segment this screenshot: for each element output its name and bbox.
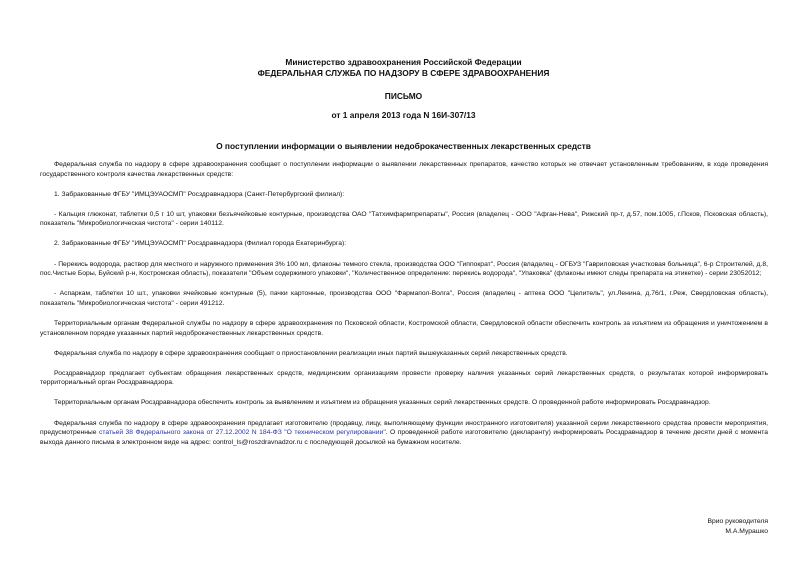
- paragraph-item-calcium: - Кальция глюконат, таблетки 0,5 г 10 шт, упаковки безъячейковые контурные, производства ОАО "Татхимфармпрепараты", Россия (владелец - ООО "Афган-Нева", Рижский пр-т, д.57, пом.1005, г.Псков, Псковская область), показатель "Микробиологическая чистота" - серии 140112.: [40, 210, 768, 228]
- ministry-name: Министерство здравоохранения Российской Федерации: [285, 57, 522, 67]
- paragraph-territorial-control: Территориальным органам Федеральной службы по надзору в сфере здравоохранения по Псковской области, Костромской области, Свердловской области обеспечить контроль за изъятием из обращения и уничтожением в установленном порядке указанных партий недоброкачественных лекарственных средств.: [40, 319, 768, 337]
- paragraph-intro: Федеральная служба по надзору в сфере здравоохранения сообщает о поступлении информации о выявлении лекарственных препаратов, качество которых не отвечает установленным требованиям, в ходе проведения государственного контроля качества лекарственных средств:: [40, 161, 768, 178]
- paragraph-item-asparkam: - Аспаркам, таблетки 10 шт., упаковки ячейковые контурные (5), пачки картонные, производства ООО "Фармапол-Волга", Россия (владелец - аптека ООО "Целитель", ул.Ленина, д.76/1, г.Реж, Свердловская область), показатель "Микробиологическая чистота" - серии 491212.: [40, 290, 768, 307]
- document-body: [40, 160, 768, 458]
- signature-position: Врио руководителя: [707, 518, 768, 525]
- service-name: ФЕДЕРАЛЬНАЯ СЛУЖБА ПО НАДЗОРУ В СФЕРЕ ЗДРАВООХРАНЕНИЯ: [257, 68, 550, 78]
- document-date-number: от 1 апреля 2013 года N 16И-307/13: [331, 110, 476, 120]
- paragraph-item-peroxide: - Перекись водорода, раствор для местного и наружного применения 3% 100 мл, флаконы темного стекла, производства ООО "Гиппократ", Россия (владелец - ОГБУЗ "Гавриловская участковая больница", 6-р Строителей, д.8, пос.Чистые Боры, Буйский р-н, Костромская область), показатели "Объем содержимого упаковки", "Количественное определение: перекись водорода", "Упаковка" (флаконы имеют следы препарата на этикетке) - серии 23052012;: [40, 260, 768, 278]
- document-title: О поступлении информации о выявлении недоброкачественных лекарственных средств: [216, 141, 591, 151]
- signature-name: М.А.Мурашко: [725, 528, 768, 535]
- paragraph-withdrawal-control: Территориальным органам Росздравнадзора обеспечить контроль за выявлением и изъятием из обращения указанных серий лекарственных средств. О проведенной работе информировать Росздравнадзор.: [54, 399, 711, 407]
- paragraph-text: Федеральная служба по надзору в сфере здравоохранения предлагает изготовителю (продавцу, лицу, выполняющему функции иностранного изготовителя) указанной серии лекарственного средства провести мероприятия, предусмотренные: [40, 419, 768, 437]
- paragraph-section-2: 2. Забракованные ФГБУ "ИМЦЭУАОСМП" Росздравнадзора (Филиал города Екатеринбурга):: [54, 240, 347, 248]
- paragraph-text: . О проведенной работе изготовителю (декларанту) информировать Росздравнадзор в течение десяти дней с момента выхода данного письма в электронном виде на адрес: control_ls@roszdravnadzor.ru с последующей досылкой на бумажном носителе.: [40, 429, 768, 446]
- paragraph-check-proposal: Росздравнадзор предлагает субъектам обращения лекарственных средств, медицинским организациям провести проверку наличия указанных серий лекарственных средств, о результатах которой информировать территориальный орган Росздравнадзора.: [40, 369, 768, 387]
- document-type: ПИСЬМО: [384, 91, 423, 101]
- law-link[interactable]: статьей 38 Федерального закона от 27.12.2002 N 184-ФЗ "О техническом регулировании": [98, 429, 386, 437]
- paragraph-section-1: 1. Забракованные ФГБУ "ИМЦЭУАОСМП" Росздравнадзора (Санкт-Петербургский филиал):: [54, 190, 345, 198]
- paragraph-suspension: Федеральная служба по надзору в сфере здравоохранения сообщает о приостановлении реализации иных партий вышеуказанных серий лекарственных средств.: [54, 349, 568, 357]
- paragraph-manufacturer-measures: [40, 419, 768, 448]
